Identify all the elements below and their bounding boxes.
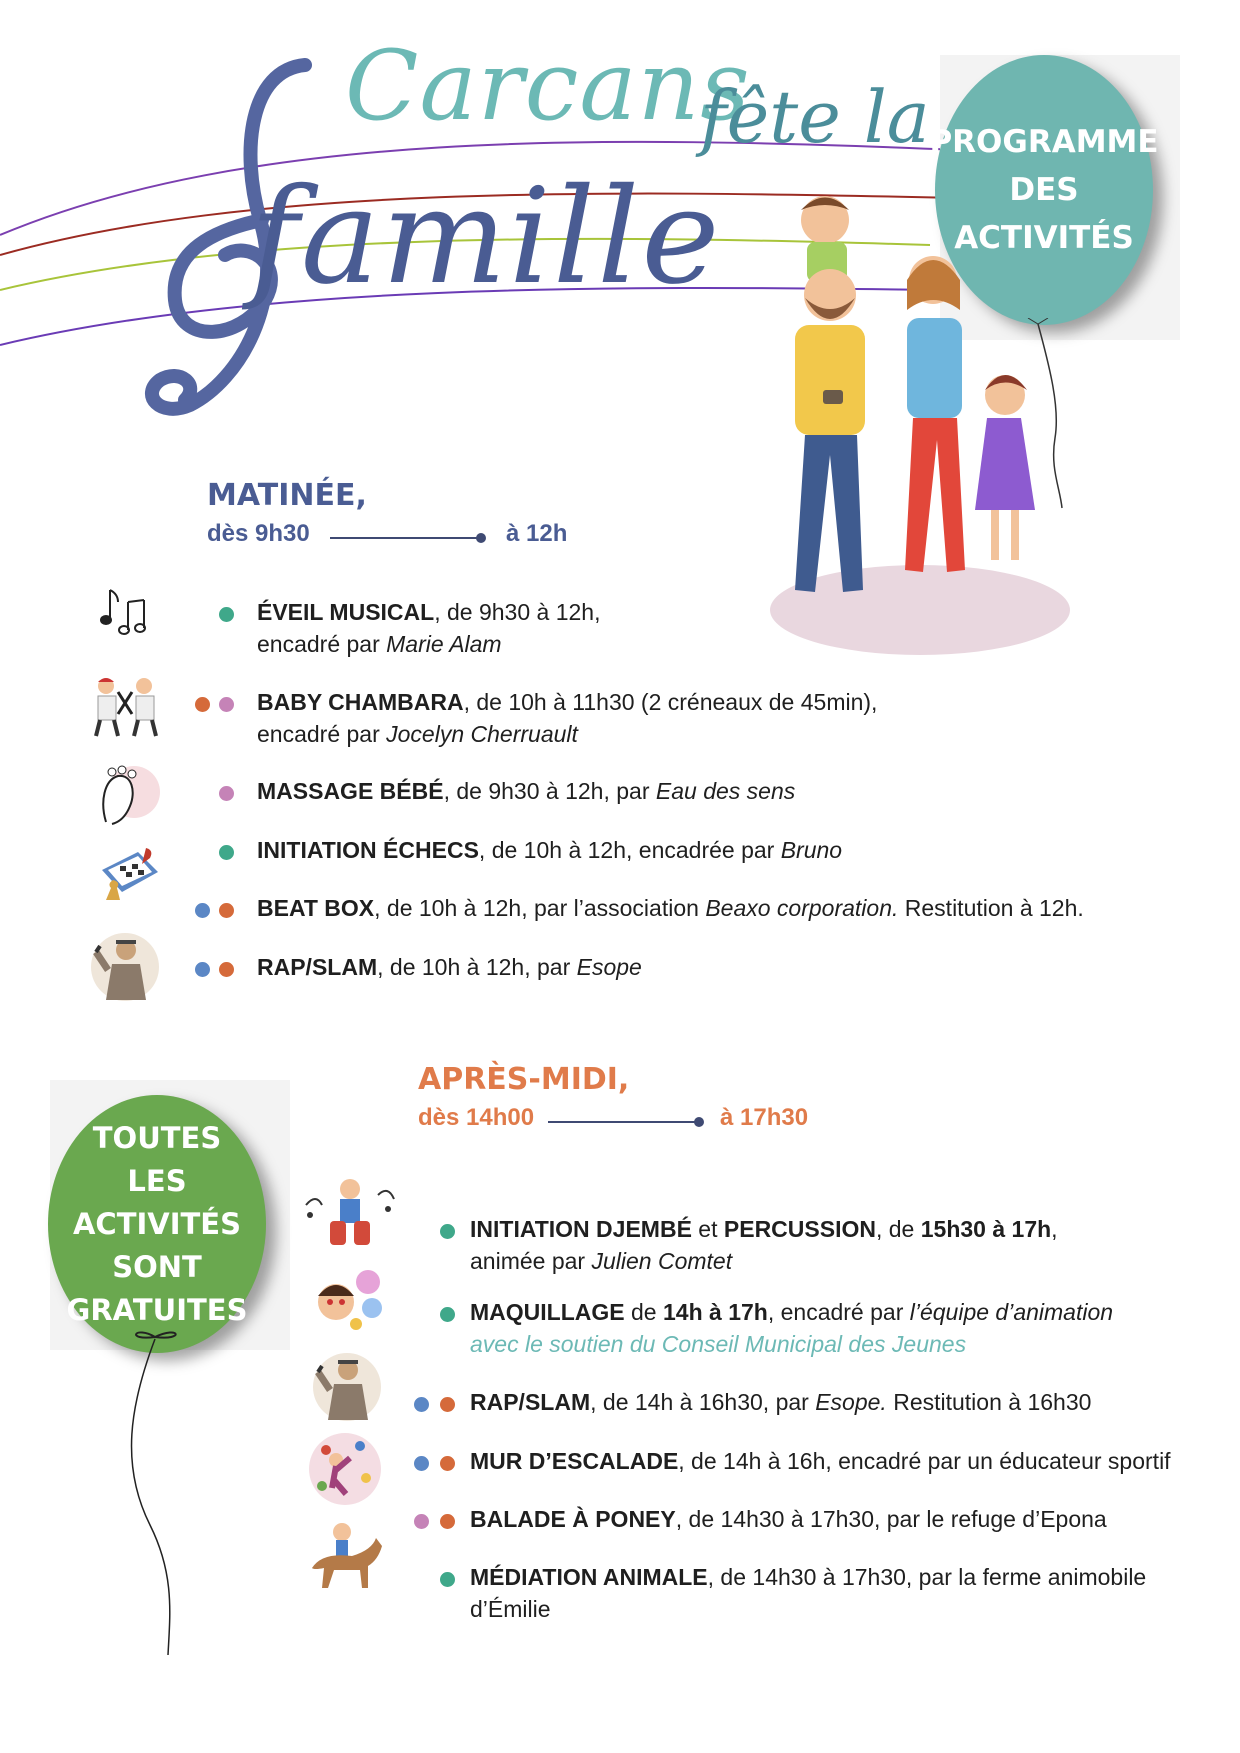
activity-detail: , de 9h30 à 12h, par (443, 778, 656, 804)
activity-organizer: Beaxo corporation. (705, 895, 899, 921)
activity-organizer: Bruno (780, 837, 843, 863)
activity-dot (219, 962, 234, 977)
activity-dot (440, 1514, 455, 1529)
activity-name: INITIATION DJEMBÉ (470, 1216, 692, 1242)
activity-name: BALADE À PONEY (470, 1506, 676, 1532)
afternoon-to: à 17h30 (720, 1104, 809, 1131)
activity-dot (195, 962, 210, 977)
activity-mur-escalade (470, 1445, 1171, 1477)
activity-baby-chambara (257, 686, 877, 750)
afternoon-timeline-dot (694, 1117, 704, 1127)
activity-detail: , de 9h30 à 12h, (434, 599, 601, 625)
activity-dot (414, 1397, 429, 1412)
music-notes-icon (98, 580, 158, 638)
activity-dot (219, 845, 234, 860)
activity-massage-bebe (257, 775, 795, 807)
activity-after: , encadré par (767, 1299, 910, 1325)
activity-by: animée par (470, 1248, 592, 1274)
morning-to: à 12h (506, 520, 568, 547)
activity-dot (195, 697, 210, 712)
activity-mid: et (691, 1216, 724, 1242)
activity-dot (440, 1397, 455, 1412)
activity-organizer: l’équipe d’animation (909, 1299, 1114, 1325)
title-fete-la: fête la (700, 75, 930, 159)
activity-dot (219, 607, 234, 622)
activity-name: INITIATION ÉCHECS (257, 837, 479, 863)
activity-eveil-musical (257, 596, 600, 660)
activity-dot (195, 903, 210, 918)
activity-dot (440, 1456, 455, 1471)
activity-detail: , de 10h à 12h, par l’association (374, 895, 706, 921)
balloon-line: ACTIVITÉS (954, 220, 1134, 256)
activity-djembe (470, 1213, 1058, 1277)
activity-dot (440, 1224, 455, 1239)
activity-name: RAP/SLAM (257, 954, 378, 980)
afternoon-timeline (548, 1121, 698, 1123)
family-illustration-icon (765, 180, 1075, 660)
face-paint-icon (312, 1262, 388, 1332)
activity-by: encadré par (257, 721, 387, 747)
activity-detail: , de 10h à 11h30 (2 créneaux de 45min), (463, 689, 878, 715)
activity-name: PERCUSSION (723, 1216, 876, 1242)
morning-timeline (330, 537, 480, 539)
pony-icon (298, 1518, 384, 1598)
activity-dot (440, 1307, 455, 1322)
activity-time: 15h30 à 17h (920, 1216, 1052, 1242)
balloon-line: DES (1009, 172, 1079, 208)
activity-organizer: Esope. (815, 1389, 887, 1415)
activity-dot (219, 786, 234, 801)
activity-after: Restitution à 16h30 (886, 1389, 1092, 1415)
morning-title: MATINÉE, (207, 478, 367, 513)
activity-detail: , de 14h à 16h30, par (590, 1389, 816, 1415)
activity-mediation-animale (470, 1561, 1146, 1625)
afternoon-title: APRÈS-MIDI, (418, 1062, 630, 1097)
activity-dot (440, 1572, 455, 1587)
activity-organizer: Julien Comtet (591, 1248, 733, 1274)
activity-detail: , de 14h à 16h, encadré par un éducateur sportif (678, 1448, 1171, 1474)
activity-balade-poney (470, 1503, 1107, 1535)
chess-icon (98, 842, 162, 902)
balloon-line: PROGRAMME (929, 124, 1159, 160)
activity-organizer: Marie Alam (386, 631, 502, 657)
rapper-icon (310, 1350, 384, 1424)
activity-name: MÉDIATION ANIMALE (470, 1564, 708, 1590)
balloon-string-icon (110, 1325, 230, 1665)
activity-organizer: Jocelyn Cherruault (386, 721, 578, 747)
activity-organizer: Eau des sens (655, 778, 796, 804)
balloon-line: LES ACTIVITÉS (72, 1163, 241, 1241)
activity-dot (414, 1514, 429, 1529)
rapper-icon (88, 930, 162, 1004)
activity-rap-slam-afternoon (470, 1386, 1091, 1418)
drummer-icon (300, 1175, 400, 1255)
activity-support-note: avec le soutien du Conseil Municipal des Jeunes (470, 1331, 967, 1357)
activity-detail: , de 14h30 à 17h30, par le refuge d’Epona (675, 1506, 1107, 1532)
activity-name: MASSAGE BÉBÉ (257, 778, 444, 804)
activity-after: Restitution à 12h. (898, 895, 1084, 921)
activity-detail: , de 10h à 12h, encadrée par (478, 837, 781, 863)
activity-detail: , de 10h à 12h, par (377, 954, 577, 980)
title-carcans: Carcans (345, 30, 751, 142)
morning-from: dès 9h30 (207, 520, 310, 547)
activity-dot (414, 1456, 429, 1471)
balloon-line: TOUTES (92, 1120, 222, 1155)
activity-maquillage (470, 1296, 1113, 1360)
afternoon-from: dès 14h00 (418, 1104, 535, 1131)
activity-beat-box (257, 892, 1084, 924)
activity-by: encadré par (257, 631, 387, 657)
activity-organizer: Esope (576, 954, 642, 980)
activity-by: d’Émilie (470, 1596, 551, 1622)
activity-name: MAQUILLAGE (470, 1299, 625, 1325)
activity-rap-slam-morning (257, 951, 642, 983)
balloon-line: SONT (112, 1249, 202, 1284)
activity-time: 14h à 17h (662, 1299, 768, 1325)
activity-name: MUR D’ESCALADE (470, 1448, 679, 1474)
gratuites-balloon (48, 1095, 266, 1353)
activity-name: BABY CHAMBARA (257, 689, 464, 715)
activity-initiation-echecs (257, 834, 842, 866)
martial-arts-icon (88, 674, 163, 740)
balloon-line: GRATUITES (66, 1292, 248, 1327)
climbing-icon (306, 1430, 384, 1508)
activity-name: ÉVEIL MUSICAL (257, 599, 435, 625)
activity-detail: , de 14h30 à 17h30, par la ferme animobile (707, 1564, 1147, 1590)
activity-detail: de (624, 1299, 663, 1325)
activity-name: RAP/SLAM (470, 1389, 591, 1415)
baby-foot-icon (92, 762, 162, 828)
activity-detail: , de (875, 1216, 921, 1242)
activity-dot (219, 697, 234, 712)
activity-name: BEAT BOX (257, 895, 375, 921)
activity-after: , (1051, 1216, 1058, 1242)
title-famille: famille (250, 160, 722, 314)
morning-timeline-dot (476, 533, 486, 543)
activity-dot (219, 903, 234, 918)
